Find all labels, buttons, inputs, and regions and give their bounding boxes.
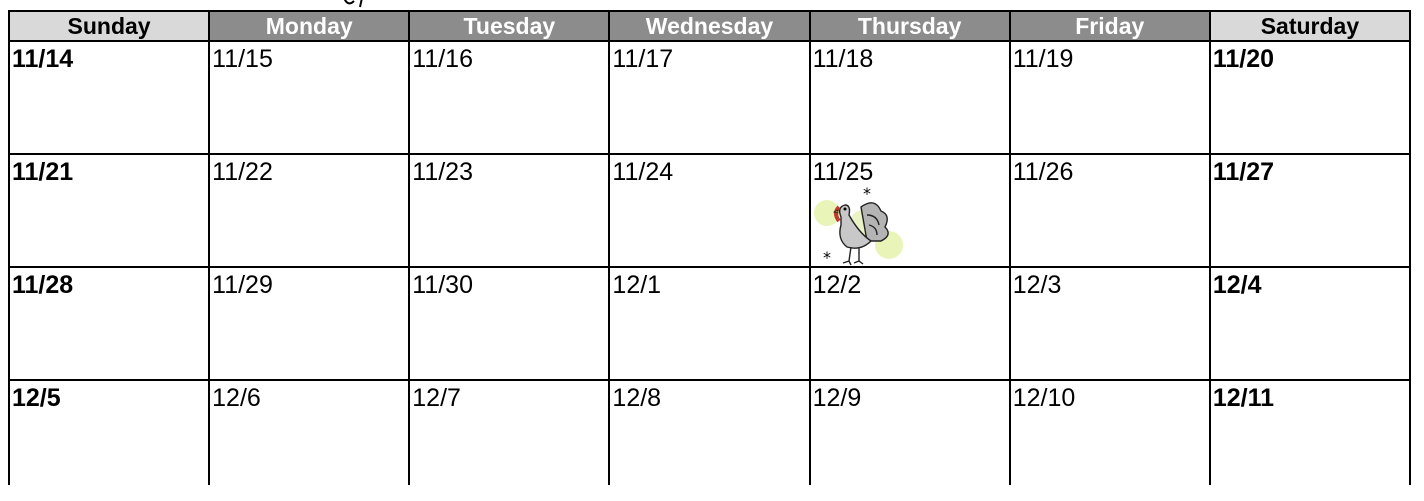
day-number: 11/25 [812,158,874,186]
day-number: 11/17 [612,45,674,73]
day-number: 11/14 [12,45,74,73]
header-monday: Monday [209,11,409,41]
day-number: 11/15 [212,45,273,73]
day-number: 12/1 [612,271,662,299]
day-cell [409,41,609,154]
day-number: 11/26 [1012,158,1074,186]
day-cell [209,380,409,485]
day-cell [209,41,409,154]
day-cell [9,154,209,267]
day-cell [609,154,809,267]
day-number: 12/10 [1012,384,1076,412]
header-wednesday: Wednesday [609,11,809,41]
day-cell [9,380,209,485]
day-number: 11/28 [12,271,74,299]
header-friday: Friday [1010,11,1210,41]
day-number: 11/29 [212,271,273,299]
day-cell [609,41,809,154]
svg-text:*: * [862,185,871,203]
day-cell [409,380,609,485]
day-cell [1010,267,1210,380]
day-cell [1210,380,1410,485]
turkey-icon [811,185,905,269]
day-number: 12/7 [412,384,461,412]
day-cell [1010,41,1210,154]
day-number: 12/3 [1012,271,1062,299]
day-cell [609,380,809,485]
day-number: 11/24 [612,158,674,186]
header-tuesday: Tuesday [409,11,609,41]
day-cell [810,41,1010,154]
month-calendar [8,10,1411,485]
day-cell [209,267,409,380]
day-cell [1010,380,1210,485]
day-cell [209,154,409,267]
day-cell [409,267,609,380]
day-cell [810,267,1010,380]
day-cell [1210,267,1410,380]
svg-text:*: * [822,248,831,267]
week-row [9,154,1410,267]
week-row [9,380,1410,485]
header-thursday: Thursday [810,11,1010,41]
day-number: 11/16 [412,45,473,73]
day-number: 11/18 [812,45,874,73]
day-number: 11/22 [212,158,273,186]
day-cell [409,154,609,267]
day-number: 12/9 [812,384,862,412]
day-cell-thanksgiving [810,154,1010,267]
day-number: 12/11 [1212,384,1275,412]
week-row [9,41,1410,154]
day-number: 12/6 [212,384,261,412]
day-number: 11/20 [1212,45,1275,73]
day-number: 11/19 [1012,45,1074,73]
day-number: 12/2 [812,271,862,299]
day-cell [1010,154,1210,267]
day-number: 11/30 [412,271,473,299]
header-sunday: Sunday [9,11,209,41]
day-number: 12/5 [12,384,61,412]
week-row [9,267,1410,380]
day-cell [1210,154,1410,267]
header-saturday: Saturday [1210,11,1410,41]
day-cell [1210,41,1410,154]
day-number: 12/8 [612,384,662,412]
day-number: 11/21 [12,158,74,186]
day-cell [9,267,209,380]
day-cell [609,267,809,380]
day-number: 11/27 [1212,158,1275,186]
cropped-title-fragment [340,0,380,8]
day-cell [810,380,1010,485]
weekday-header-row [9,11,1410,41]
day-number: 12/4 [1212,271,1262,299]
day-cell [9,41,209,154]
day-number: 11/23 [412,158,473,186]
